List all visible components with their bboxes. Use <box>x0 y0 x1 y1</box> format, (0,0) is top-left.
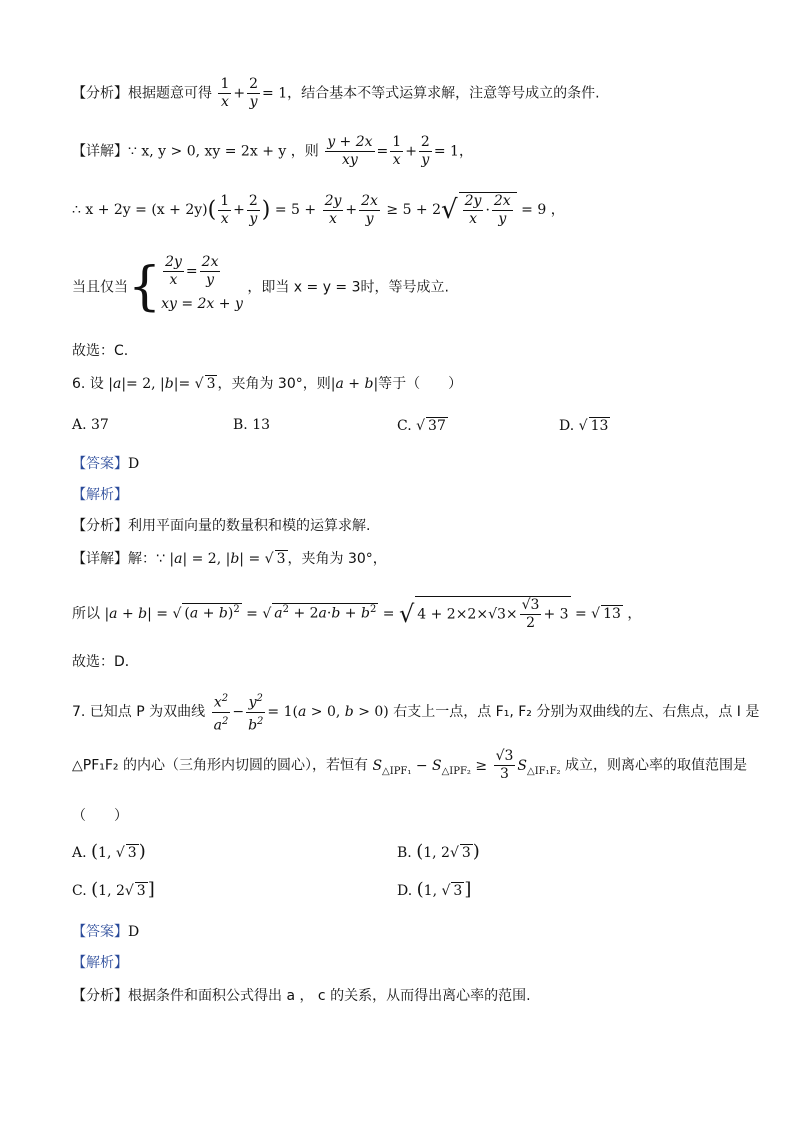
detail-text-a: 解：∵ <box>128 551 165 567</box>
step-text-c: ≥ 5 + 2 <box>386 202 442 218</box>
brace-icon: { <box>128 256 162 317</box>
q6-option-c[interactable]: C. √ 37 <box>397 418 446 434</box>
condition-text-a: 当且仅当 <box>72 279 128 296</box>
analysis-tag: 【分析】 <box>72 518 128 534</box>
q7-stem-line2: △PF₁F₂ 的内心（三角形内切圆的圆心），若恒有 $S_{\triangle IPF_1} - S_{\triangle IPF_2}$ ≥ $\frac{√3}{3}$ $S_{\triangle IF_1F_2}$ 成立，则离心率的取值范围是 <box>72 748 747 782</box>
q6-answer <box>72 453 139 473</box>
q6-jiexi-tag: 【解析】 <box>72 487 128 503</box>
answer-tag: 【答案】 <box>72 456 128 472</box>
detail-text-b: ， <box>458 143 473 160</box>
q7-option-a[interactable]: A. (1, √ 3 ) <box>72 841 146 862</box>
q7-stem-line3: （ ） <box>72 808 128 824</box>
q5-detail-line: 【详解】∵ x, y > 0, xy = 2x + y ，则 $\frac{y + 2x}{xy}$ = $\frac{1}{x}$ + $\frac{2}{y}$ = 1， <box>72 134 473 168</box>
detail-text-b: ，夹角为 30°， <box>287 551 387 567</box>
analysis-tag: 【分析】 <box>72 85 128 102</box>
q6-option-b[interactable]: B. 13 <box>233 417 271 433</box>
detail-text-a: ∵ x, y > 0, xy = 2x + y ，则 <box>128 143 319 160</box>
answer-value: D <box>128 924 140 940</box>
q7-answer <box>72 921 139 941</box>
q7-stem-a: 7. 已知点 P 为双曲线 <box>72 704 206 721</box>
q6-detail: 【详解】解：∵ |a| = 2, |b| = √ 3 ，夹角为 30°， <box>72 551 387 567</box>
step-text-a: ∴ x + 2y = (x + 2y) <box>72 202 208 218</box>
q7-jiexi-tag: 【解析】 <box>72 955 128 971</box>
answer-value: D <box>128 456 140 472</box>
fraction: $\frac{y + 2x}{xy}$ <box>327 134 373 168</box>
q7-stem-line1: 7. 已知点 P 为双曲线 $\frac{x^2}{a^2}$ − $\frac{y^2}{b^2}$ = 1(a > 0, b > 0) 右支上一点，点 F₁, F₂ 分别为双曲线的左、右焦点，点 I 是 <box>72 690 759 734</box>
q7-stem-b: 右支上一点，点 F₁, F₂ 分别为双曲线的左、右焦点，点 I 是 <box>393 704 760 721</box>
q5-answer-line: 故选：C. <box>72 343 129 359</box>
analysis-text: 根据条件和面积公式得出 a ， c 的关系，从而得出离心率的范围. <box>128 988 531 1004</box>
q6-answer-line: 故选：D． <box>72 654 139 670</box>
fraction: $\frac{1}{x}$ <box>220 76 230 110</box>
q7-stem-d: 成立，则离心率的取值范围是 <box>565 757 747 774</box>
detail-tag: 【详解】 <box>72 143 128 160</box>
q6-stem-b: ，夹角为 30°，则 <box>217 376 331 392</box>
fraction: $\frac{2}{y}$ <box>249 76 259 110</box>
q6-stem-c: 等于（ ） <box>378 376 463 392</box>
q7-option-b[interactable]: B. (1, 2√ 3 ) <box>397 841 480 862</box>
step-text-b: = 5 + <box>274 202 317 218</box>
so-text: 所以 <box>72 606 100 622</box>
equation-system: $\frac{2y}{x}$ = $\frac{2x}{y}$ xy = 2x + y <box>161 254 243 312</box>
q6-stem: 6. 设 |a|= 2, |b|= √ 3 ，夹角为 30°，则|a + b|等于（ ） <box>72 376 463 392</box>
q6-stem-a: 6. 设 <box>72 376 104 392</box>
analysis-tag: 【分析】 <box>72 988 128 1004</box>
detail-tag: 【详解】 <box>72 551 128 567</box>
q7-option-d[interactable]: D. (1, √ 3 ] <box>397 879 472 900</box>
analysis-text: 利用平面向量的数量积和模的运算求解. <box>128 518 371 534</box>
q7-stem-c: △PF₁F₂ 的内心（三角形内切圆的圆心），若恒有 <box>72 757 368 774</box>
q5-analysis-line: 【分析】根据题意可得 $\frac{1}{x}$ + $\frac{2}{y}$ = 1，结合基本不等式运算求解，注意等号成立的条件. <box>72 76 600 110</box>
q6-analysis <box>72 515 370 535</box>
answer-tag: 【答案】 <box>72 924 128 940</box>
q7-analysis <box>72 985 531 1005</box>
q6-option-d[interactable]: D. √ 13 <box>559 418 609 434</box>
q5-step-line: ∴ x + 2y = (x + 2y)( $\frac{1}{x}$ + $\frac{2}{y}$ ) = 5 + $\frac{2y}{x}$ + $\frac{2x}{y}$ ≥ 5 + 2√ $\frac{2y}{x}$ · $\frac{2x}{y}$ = 9 ， <box>72 192 565 227</box>
q5-condition-line <box>72 254 449 319</box>
q6-computation: 所以 |a + b| = √ $(a + b)^2$ = √ $a^2 + 2a\cdot b + b^2$ = √ 4 + 2×2×√3× $\frac{√3}{2}$ + 3 = √ 13 ， <box>72 597 642 631</box>
analysis-text-a: 根据题意可得 <box>128 85 212 102</box>
analysis-text-b: ，结合基本不等式运算求解，注意等号成立的条件. <box>287 85 600 102</box>
q6-option-a[interactable]: A. 37 <box>72 417 109 433</box>
condition-text-b: ，即当 x = y = 3时，等号成立. <box>247 279 449 296</box>
q7-option-c[interactable]: C. (1, 2√ 3 ] <box>72 879 155 900</box>
step-text-d: = 9 ， <box>521 202 565 218</box>
